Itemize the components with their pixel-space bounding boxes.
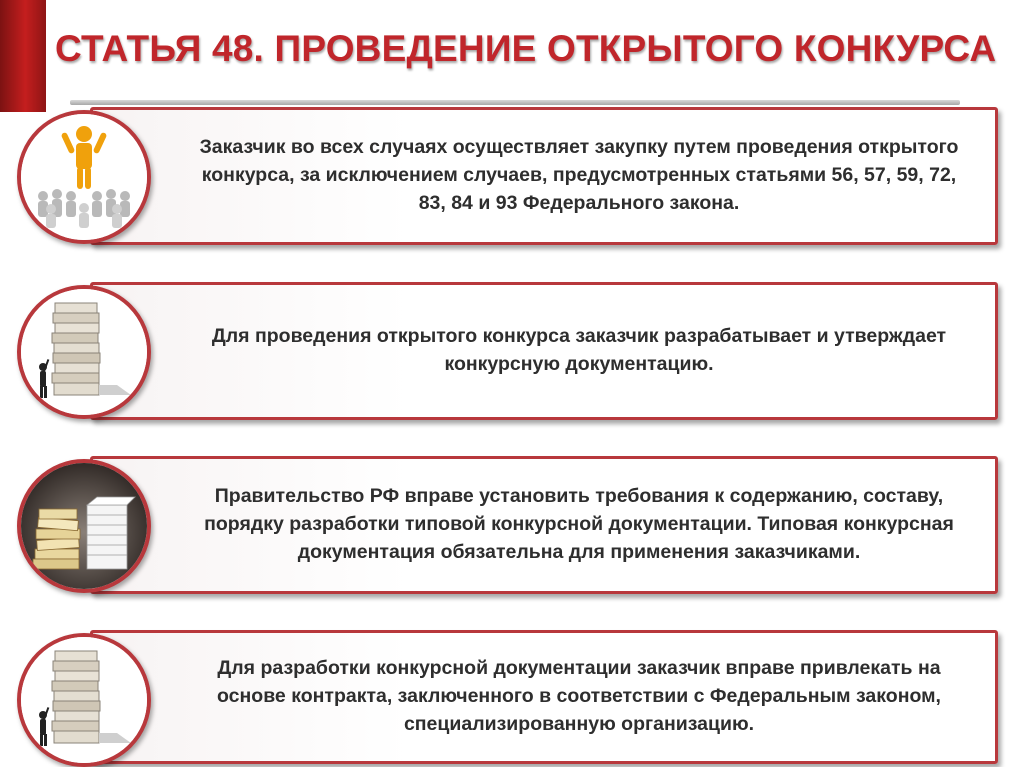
leader-crowd-icon	[17, 110, 151, 244]
paper-stack-icon	[17, 633, 151, 767]
accent-bar	[0, 0, 46, 112]
item-text-1: Заказчик во всех случаях осуществляет закупку путем проведения открытого конкурса, за исключением случаев, предусмотренных статьями 56, 57, 59, 72, 83, 84 и 93 Федерального закона.	[199, 136, 959, 214]
item-box-2	[90, 282, 998, 420]
item-box-1	[90, 107, 998, 245]
item-text-2: Для проведения открытого конкурса заказчик разрабатывает и утверждает конкурсную документацию.	[211, 325, 947, 375]
paper-stack-icon	[17, 285, 151, 419]
item-box-4	[90, 630, 998, 764]
title-divider	[70, 100, 960, 105]
page-title: СТАТЬЯ 48. ПРОВЕДЕНИЕ ОТКРЫТОГО КОНКУРСА	[55, 28, 997, 69]
item-text-4: Для разработки конкурсной документации заказчик вправе привлекать на основе контракта, заключенного в соответствии с Федеральным законом, специализированную организацию.	[217, 657, 941, 735]
item-box-3	[90, 456, 998, 594]
documents-piles-icon	[17, 459, 151, 593]
item-text-3: Правительство РФ вправе установить требования к содержанию, составу, порядку разработки типовой конкурсной документации. Типовая конкурсная документация обязательна для применения заказчиками.	[204, 485, 954, 563]
